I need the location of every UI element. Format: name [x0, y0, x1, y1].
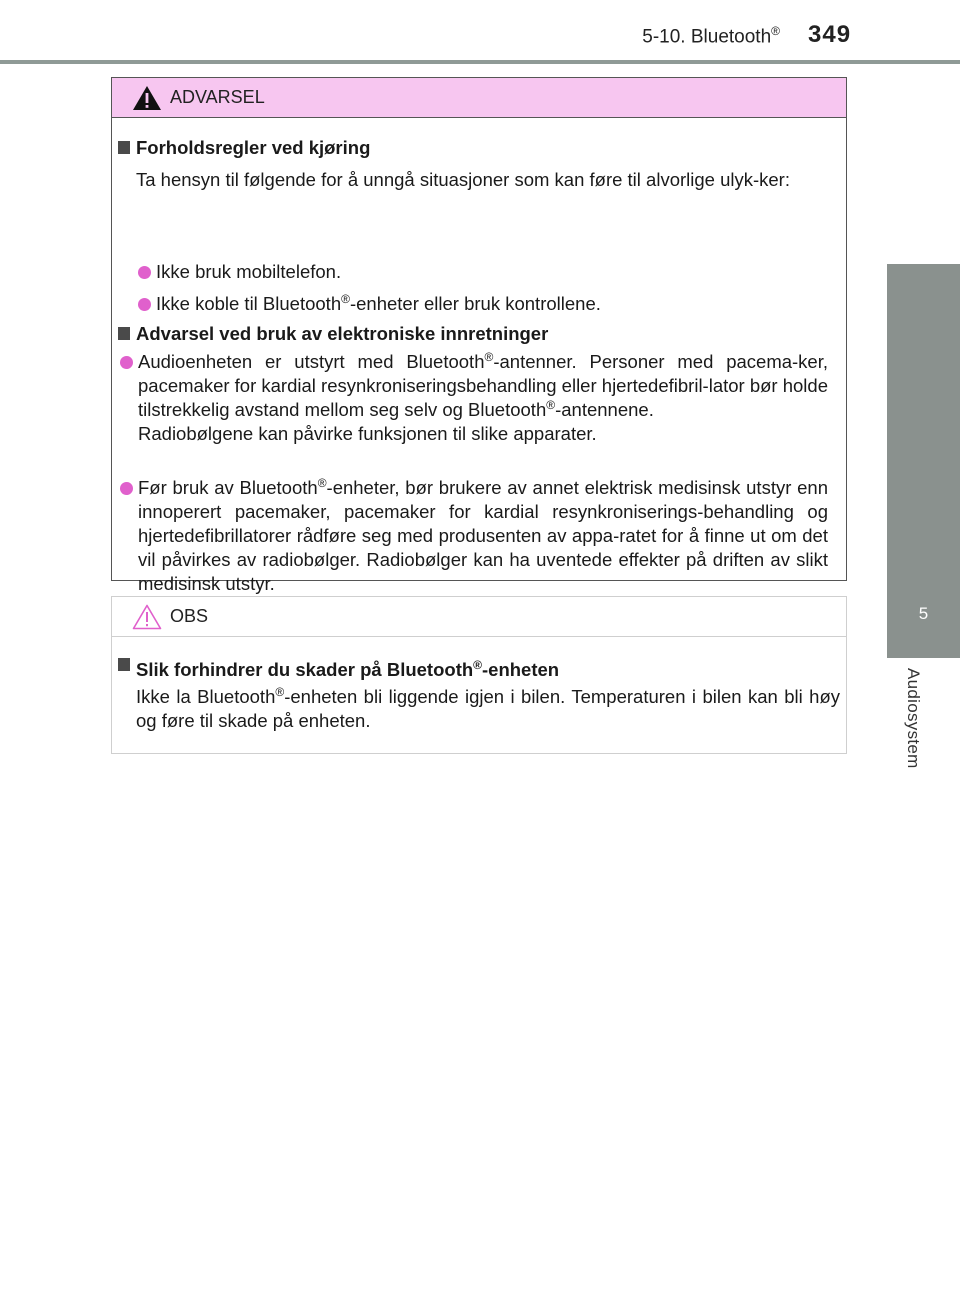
- section-heading: Advarsel ved bruk av elektroniske innretninger: [118, 322, 846, 346]
- section-heading: Slik forhindrer du skader på Bluetooth®-enheten: [118, 653, 846, 682]
- paragraph: Ikke la Bluetooth®-enheten bli liggende igjen i bilen. Temperaturen i bilen kan bli høy og føre til skade på enheten.: [136, 684, 841, 731]
- list-item: Før bruk av Bluetooth®-enheter, bør brukere av annet elektrisk medisinsk utstyr enn innoperert pacemaker, pacemaker for kardial resynkroniserings-behandling og hjertedefibrillatorer rådføre seg med produsenten av appa-ratet for å finne ut om det vil påvirkes av radiobølger. Radiobølger kan ha uventede effekter på driften av slikt medisinsk utstyr.: [100, 476, 828, 596]
- notice-header: [112, 597, 846, 637]
- chapter-tab: [887, 264, 960, 658]
- bullet-dot-icon: [138, 298, 151, 311]
- warning-header: [112, 78, 846, 118]
- page-number: 349: [808, 21, 852, 48]
- page-header: [0, 0, 960, 64]
- list-item: Ikke koble til Bluetooth®-enheter eller bruk kontrollene.: [118, 292, 840, 316]
- bullet-dot-icon: [120, 482, 133, 495]
- chapter-label: Audiosystem: [904, 668, 923, 769]
- bullet-dot-icon: [120, 356, 133, 369]
- square-bullet-icon: [118, 327, 130, 340]
- square-bullet-icon: [118, 141, 130, 154]
- registered-mark: ®: [771, 24, 780, 38]
- header-divider: [0, 60, 960, 64]
- bullet-dot-icon: [138, 266, 151, 279]
- caution-triangle-icon: [132, 604, 162, 630]
- warning-box: [111, 77, 847, 594]
- section-title: 5-10. Bluetooth®: [642, 24, 780, 48]
- notice-box: [111, 596, 847, 754]
- list-item: Audioenheten er utstyrt med Bluetooth®-antenner. Personer med pacema-ker, pacemaker for kardial resynkroniseringsbehandling eller hjertedefibril-lator bør holde tilstrekkelig avstand mellom seg selv og Bluetooth®-antennene. Radiobølgene kan påvirke funksjonen til slike apparater.: [100, 350, 828, 446]
- chapter-number: 5: [918, 604, 929, 623]
- notice-label: OBS: [170, 606, 209, 626]
- square-bullet-icon: [118, 658, 130, 671]
- warning-label: ADVARSEL: [170, 87, 265, 107]
- paragraph: Ta hensyn til følgende for å unngå situasjoner som kan føre til alvorlige ulyk-ker:: [136, 169, 790, 190]
- section-heading: Forholdsregler ved kjøring: [118, 136, 846, 160]
- warning-triangle-icon: [132, 85, 162, 111]
- list-item: Ikke bruk mobiltelefon.: [118, 260, 840, 284]
